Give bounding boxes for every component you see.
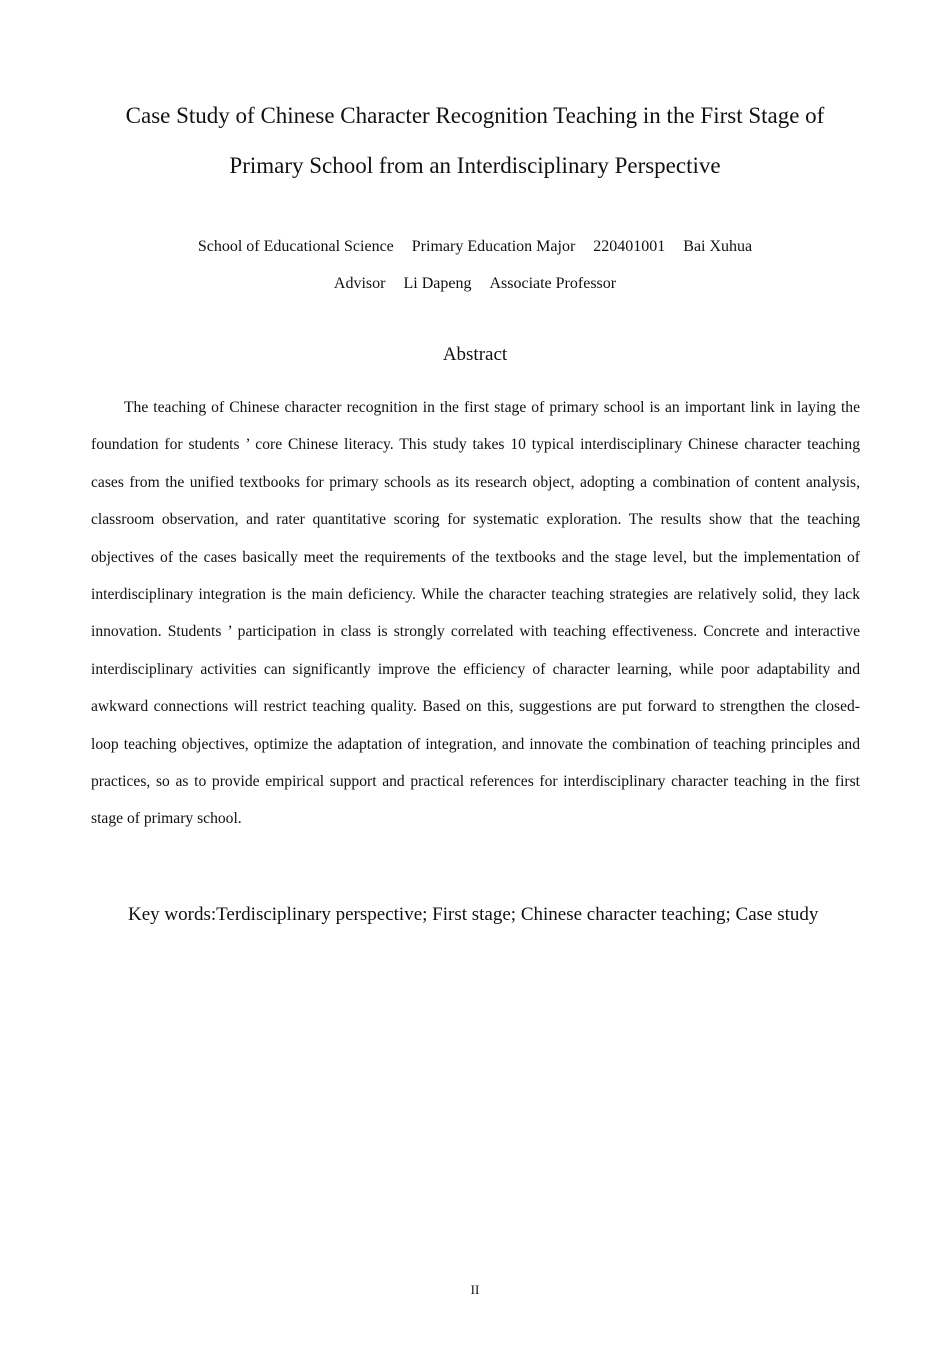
title-line-1: Case Study of Chinese Character Recognition Teaching in the First Stage of — [125, 103, 825, 128]
advisor-label: Advisor — [333, 275, 386, 292]
abstract-heading: Abstract — [442, 344, 508, 365]
advisor-rank: Associate Professor — [489, 275, 617, 292]
author-line — [80, 228, 870, 265]
title-line-2: Primary School from an Interdisciplinary Perspective — [229, 153, 721, 178]
author-major: Primary Education Major — [411, 238, 576, 255]
author-name: Bai Xuhua — [683, 238, 753, 255]
abstract-body: The teaching of Chinese character recognition in the first stage of primary school is an important link in laying the foundation for students ’ core Chinese literacy. This study takes 10 typical interdisciplinary Chinese character teaching cases from the unified textbooks for primary schools as its research object, adopting a combination of content analysis, classroom observation, and rater quantitative scoring for systematic exploration. The results show that the teaching objectives of the cases basically meet the requirements of the textbooks and the stage level, but the implementation of interdisciplinary integration is the main deficiency. While the character teaching strategies are relatively solid, they lack innovation. Students ’ participation in class is strongly correlated with teaching effectiveness. Concrete and interactive interdisciplinary activities can significantly improve the efficiency of character learning, while poor adaptability and awkward connections will restrict teaching quality. Based on this, suggestions are put forward to strengthen the closed-loop teaching objectives, optimize the adaptation of integration, and innovate the combination of teaching principles and practices, so as to provide empirical support and practical references for interdisciplinary character teaching in the first stage of primary school. — [91, 399, 860, 828]
advisor-name: Li Dapeng — [403, 275, 472, 292]
advisor-line — [80, 265, 870, 302]
page-number: II — [470, 1282, 480, 1297]
paper-title — [80, 91, 870, 191]
keywords: Key words:Terdisciplinary perspective; First stage; Chinese character teaching; Case study — [128, 904, 819, 925]
author-school: School of Educational Science — [197, 238, 394, 255]
author-student-id: 220401001 — [593, 238, 666, 255]
author-block — [80, 228, 870, 302]
